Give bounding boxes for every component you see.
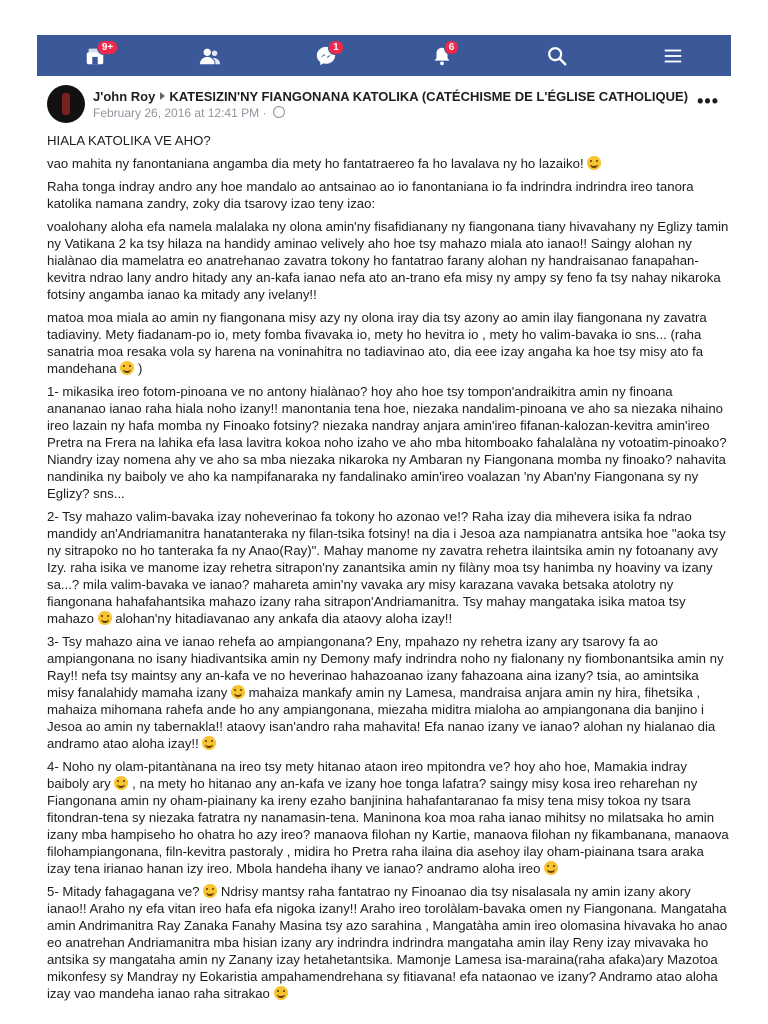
smile-emoji-icon <box>587 156 601 170</box>
post-paragraph: 3- Tsy mahazo aina ve ianao rehefa ao ampiangonana? Eny, mpahazo ny rehetra izany ary tsarovy fa ao ampiangonana no isany hiadivantsika amin ny Demony mafy indrindra noho ny fialonany ny fiombonantsika amin ny Ray!! nefa tsy maintsy any an-kafa ve no heverinao hahazoanao izany fahazoana aina izany? tsia, ao amintsika misy fanalahidy mamaha izany mahaiza mankafy amin ny Lamesa, mandraisa anjara amin ny hira, fihetsika , mahaiza mihomana rahefa ande ho any ampiangonana, miezaha miditra mialoha ao ampiangonana dia banjino i Jesoa ao amin ny tabernakla!! ataovy isan'andro raha mahavita! Efa nanao izany ve ianao? alohan ny hialanao dia andramo atao aloha izay!! <box>47 634 724 751</box>
post-paragraph: Raha tonga indray andro any hoe mandalo ao antsainao ao io fanontaniana io fa indrindra indrindra ireo tanora katolika namana zandry, zoky dia tsarovy izao teny izao: <box>47 179 694 211</box>
post-paragraph: 1- mikasika ireo fotom-pinoana ve no antony hialànao? hoy aho hoe tsy tompon'andraikitra amin ny finoana anananao ianao raha hiala noho izany!! manontania tena hoe, niezaka nandalim-pinoana ve aho sa niezaka nihaino ireo lazain ny hafa momba ny Finoako fotsiny? niezaka nandray anjara amin'ireo fifanan-kalozan-kevitra amin'ireo Pretra na Frera na lahika efa lasa lavitra kokoa noho izaho ve aho mba hitomboako fahalalàna ny votoatim-pinoako? Niandry izay nomena ahy ve aho sa mba niezaka nikaroka ny Ambaran ny Fiangonana momba ny finoako? nahavita nandinika ny baiboly ve aho ka nampifanaraka ny fandalinako amin'ireo voalazan 'ny Aban'ny Fiangonana sy ny Eglizy? sns... <box>47 384 727 501</box>
post-body <box>47 132 729 1008</box>
search-icon <box>546 45 568 67</box>
globe-icon <box>273 106 285 118</box>
post-timestamp[interactable]: February 26, 2016 at 12:41 PM <box>93 106 260 120</box>
more-options-button[interactable]: ••• <box>697 91 719 111</box>
smile-emoji-icon <box>544 861 558 875</box>
author-avatar[interactable] <box>47 85 85 123</box>
nav-search[interactable] <box>537 38 577 74</box>
post-paragraph: 2- Tsy mahazo valim-bavaka izay noheverinao fa tokony ho azonao ve!? Raha izay dia mihevera isika fa ndrao mandidy an'Andriamanitra hanatanteraka ny filan-tsika fotsiny! na dia i Jesoa aza nampianatra antsika hoe "aoka tsy ny sitrapoko no ho tanteraka fa ny Anao(Ray)". Mahay manome ny zavatra rehetra ilaintsika amin ny fotoanany avy Izy. raha isika ve manome izay rehetra sitrapon'ny zanantsika amin ny filàny moa tsy hanimba ny hoaviny va izany sa...? mila valim-bavaka ve ianao? mahareta amin'ny vavaka ary misy karazana vavaka betsaka atolotry ny fiangonana hahafahantsika mahazo izany raha sitrapon'Andriamanitra. Tsy mahay mangataka isika matoa tsy mahazo alohan'ny hitadiavanao any ankafa dia ataovy aloha izay!! <box>47 509 726 626</box>
post-meta <box>93 106 285 120</box>
smile-emoji-icon <box>203 884 217 898</box>
nav-home[interactable] <box>75 38 115 74</box>
nav-notifications[interactable] <box>422 38 462 74</box>
post-paragraph: vao mahita ny fanontaniana angamba dia mety ho fantatraereo fa ho lavalava ny ho lazaiko! <box>47 155 729 172</box>
post-title: HIALA KATOLIKA VE AHO? <box>47 133 211 148</box>
post-paragraph: voalohany aloha efa namela malalaka ny olona amin'ny fisafidianany ny fiangonana tiany hivavahany ny Eglizy tamin ny Vatikana 2 ka tsy hilaza na handidy aminao velively aho hoe tsy mahazo miala ato ianao!! Saingy alohan ny hialànao dia mamelatra eo anatrehanao zavatra tokony ho fantatrao farany alohan ny handraisanao fanapahan-kevitra ndrao lany andro hitady any an-kafa ianao nefa ato an-trano efa misy ny ampy sy feno fa tsy nahay nikaroka fotsiny angamba ianao ka mitady any ivelany!! <box>47 219 729 302</box>
top-navbar <box>37 35 731 76</box>
post-paragraph: 4- Noho ny olam-pitantànana na ireo tsy mety hitanao ataon ireo mpitondra ve? hoy aho hoe, Mamakia indray baiboly ary , na mety ho hitanao any an-kafa ve izany hoe tonga lafatra? saingy misy kosa ireo reharehan ny Fiangonana amin ny oham-piainany ka ireny ezaho banjinina hahafantaranao fa misy tena misy tokoa ny tsara fitondran-tena sy niezaka fatratra ny nanamasin-tena. Maninona koa moa raha ianao mihitsy no milatsaka ho amin izany mba hampiseho ho ohatra ho azy ireo? manaova filohan ny Kartie, manaova filohan ny fikambanana, manaova filohampiangonana, filn-kevitra pastoraly , midira ho Pretra raha ilaina dia asehoy ilay oham-piainana tsara araka izay tena irianao hanan izy ireo. Mbola handeha ihany ve ianao? andramo aloha ireo <box>47 759 729 876</box>
post-header <box>47 85 737 125</box>
group-name[interactable]: KATESIZIN'NY FIANGONANA KATOLIKA (CATÉCHISME DE L'ÉGLISE CATHOLIQUE) <box>169 89 689 104</box>
hamburger-menu-icon <box>662 45 684 67</box>
caret-right-icon <box>160 92 165 100</box>
smile-emoji-icon <box>231 685 245 699</box>
nav-messenger[interactable] <box>306 38 346 74</box>
messenger-badge: 1 <box>328 40 344 55</box>
nav-menu[interactable] <box>653 38 693 74</box>
meta-separator: · <box>262 106 267 120</box>
notifications-badge: 6 <box>444 40 460 55</box>
post-paragraph: matoa moa miala ao amin ny fiangonana misy azy ny olona iray dia tsy azony ao amin ilay fiangonana ny zavatra tadiaviny. Mety fiadanam-po io, mety fomba fivavaka io, mety ho hevitra io , mety ho valim-bavaka io sns... (raha sanatria moa resaka vola sy harena na voninahitra no tadiavinao ato, dia eee izay angaha ka hoe tsy misy ato fa mandehana ) <box>47 310 707 376</box>
smile-emoji-icon <box>274 986 288 1000</box>
smile-emoji-icon <box>114 776 128 790</box>
home-badge: 9+ <box>97 40 118 55</box>
grin-emoji-icon <box>98 611 112 625</box>
nav-friends[interactable] <box>190 38 230 74</box>
smile-emoji-icon <box>202 736 216 750</box>
smile-emoji-icon <box>120 361 134 375</box>
friends-icon <box>199 45 221 67</box>
author-name[interactable]: J'ohn Roy <box>93 89 156 104</box>
post-paragraph: 5- Mitady fahagagana ve? Ndrisy mantsy raha fantatrao ny Finoanao dia tsy nisalasala ny amin izany akory ianao!! Araho ny efa vitan ireo hafa efa nigoka izany!! Araho ireo torolàlam-bavaka omen ny Fiangonana. Mangataha amin Andrimanitra Ray Zanaka Fanahy Masina tsy azo sarahina , Mangatàha amin ireo olomasina hivavaka ho anao eo anatrehan Andriamanitra mba hisian izany ary indrindra indrindra mangataha amin ilay Reny izay mivavaka ho antsika sy mangataha amin ny Zanany izay hetahetantsika. Mamonje Lamesa isa-maraina(raha afaka)ary Mazotoa mikonfesy sy Mandray ny Eokaristia ampahamendrehana sy fitiavana! efa nataonao ve izany? Andramo atao aloha izay vao mandeha ianao raha sitrakao <box>47 884 728 1001</box>
author-line <box>93 89 688 104</box>
